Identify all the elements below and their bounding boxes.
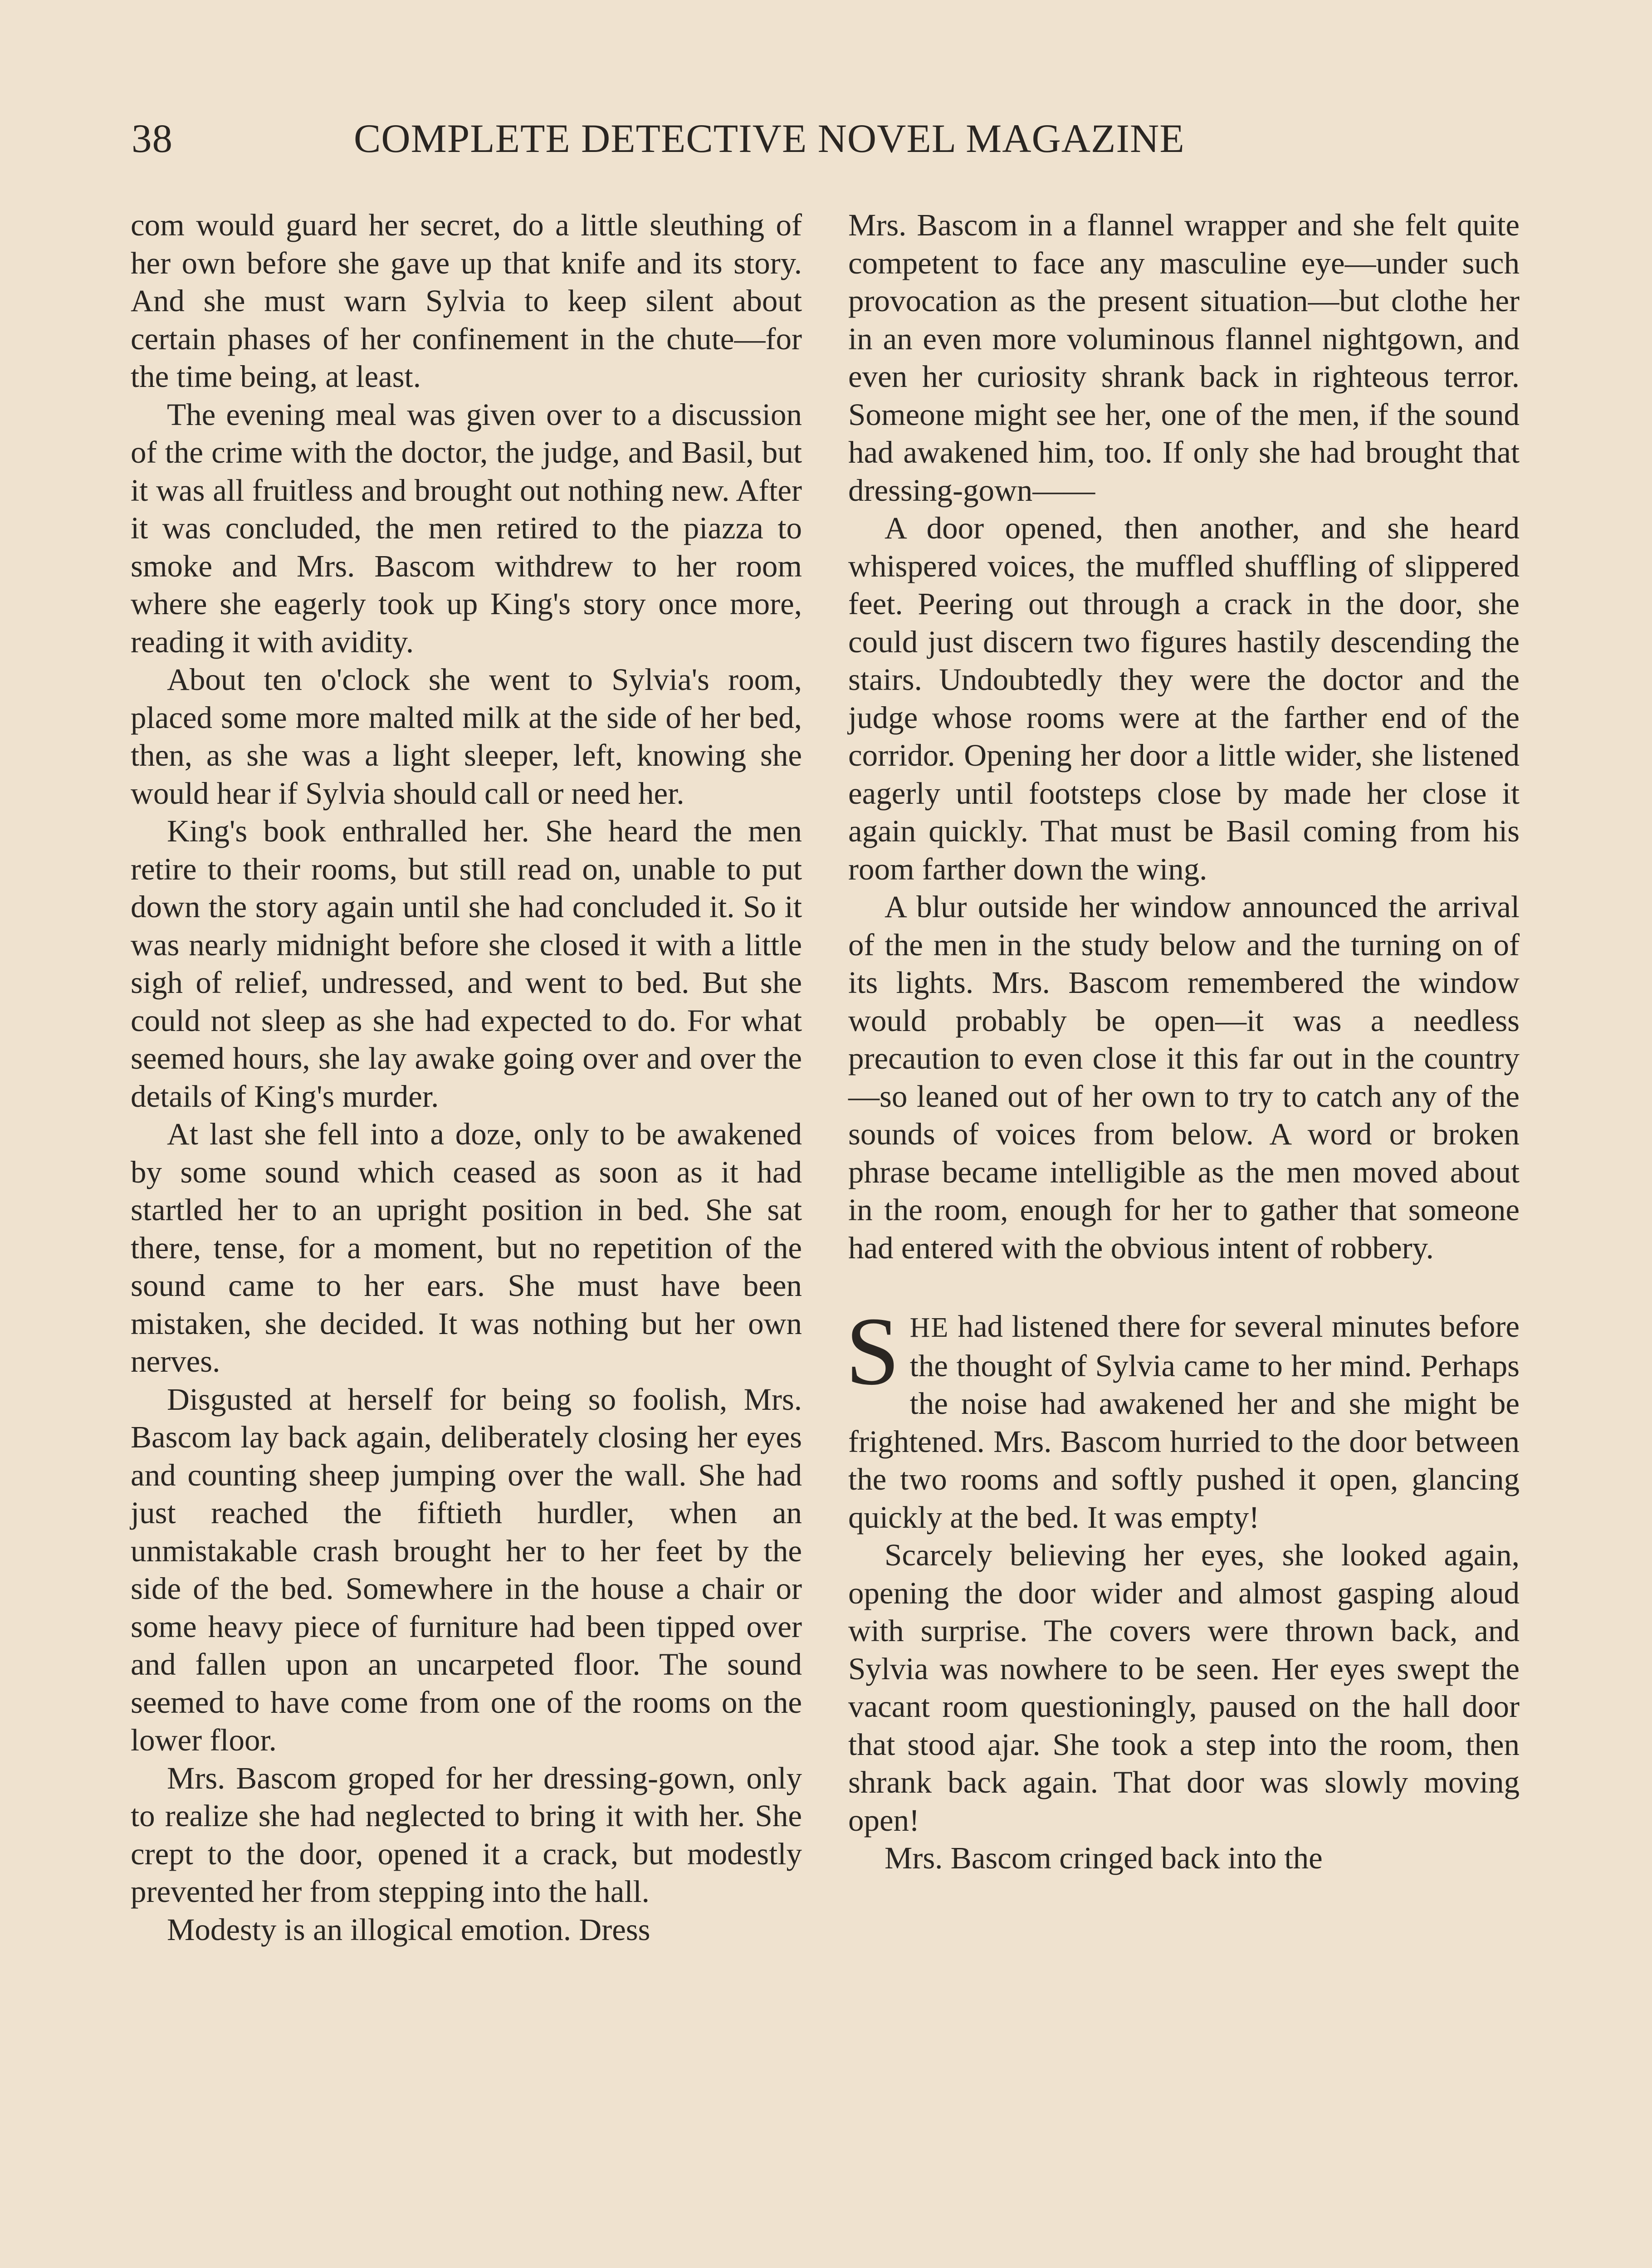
running-title: COMPLETE DETECTIVE NOVEL MAGAZINE xyxy=(354,117,1185,161)
paragraph: The evening meal was given over to a discussion of the crime with the doctor, the judge, and Basil, but it was all fruitless and brought out nothing new. After it was concluded, the men retired to the piazza to smoke and Mrs. Bascom withdrew to her room where she eagerly took up King's story once more, reading it with avidity. xyxy=(131,397,802,659)
paragraph: Scarcely believing her eyes, she looked again, opening the door wider and almost gasping aloud with surprise. The covers were thrown back, and Sylvia was nowhere to be seen. Her eyes swept the vacant room questioningly, paused on the hall door that stood ajar. She took a step into the room, then shrank back again. That door was slowly moving open! xyxy=(848,1538,1520,1838)
page-number: 38 xyxy=(132,117,173,161)
paragraph: Mrs. Bascom groped for her dressing-gown, only to realize she had neglected to bring it with her. She crept to the door, opened it a crack, but modestly prevented her from stepping into the hall. xyxy=(131,1760,802,1909)
paragraph: Mrs. Bascom in a flannel wrapper and she felt quite competent to face any masculine eye—under such provocation as the present situation—but clothe her in an even more voluminous flannel nightgown, and even her curiosity shrank back in righteous terror. Someone might see her, one of the men, if the sound had awakened him, too. If only she had brought that dressing-gown—— xyxy=(848,208,1520,508)
paragraph: com would guard her secret, do a little sleuthing of her own before she gave up that knife and its story. And she must warn Sylvia to keep silent about certain phases of her confinement in the chute—for the time being, at least. xyxy=(131,208,802,394)
small-caps-lead: HE xyxy=(909,1312,949,1343)
paragraph: A door opened, then another, and she heard whispered voices, the muffled shuffling of slippered feet. Peering out through a crack in the door, she could just discern two figures hastily descending the stairs. Undoubtedly they were the doctor and the judge whose rooms were at the farther end of the corridor. Opening her door a little wider, she listened eagerly until footsteps close by made her close it again quickly. That must be Basil coming from his room farther down the wing. xyxy=(848,511,1520,886)
paragraph: At last she fell into a doze, only to be awakened by some sound which ceased as soon as it had startled her to an upright position in bed. She sat there, tense, for a moment, but no repetition of the sound came to her ears. She must have been mistaken, she decided. It was nothing but her own nerves. xyxy=(131,1117,802,1378)
drop-cap: S xyxy=(846,1297,900,1405)
section-break xyxy=(848,1267,1520,1308)
paragraph: King's book enthralled her. She heard the men retire to their rooms, but still read on, unable to put down the story again until she had concluded it. So it was nearly midnight before she closed it with a little sigh of relief, undressed, and went to bed. But she could not sleep as she had expected to do. For what seemed hours, she lay awake going over and over the details of King's murder. xyxy=(131,814,802,1114)
right-column xyxy=(848,206,1520,1877)
page-header xyxy=(132,116,1293,170)
paragraph: A blur outside her window announced the arrival of the men in the study below and the turning on of its lights. Mrs. Bascom remembered the window would probably be open—it was a needless precaution to even close it this far out in the country—so leaned out of her own to try to catch any of the sounds of voices from below. A word or broken phrase became intelligible as the men moved about in the room, enough for her to gather that someone had entered with the obvious intent of robbery. xyxy=(848,890,1520,1265)
section-opening-paragraph xyxy=(846,1297,1520,1536)
paragraph: Mrs. Bascom cringed back into the xyxy=(885,1841,1323,1875)
section-opening-text: had listened there for several minutes before the thought of Sylvia came to her mind. Perhaps the noise had awakened her and she might be frightened. Mrs. Bascom hurried to the door between the two rooms and softly pushed it open, glancing quickly at the bed. It was empty! xyxy=(848,1309,1520,1535)
paragraph: Modesty is an illogical emotion. Dress xyxy=(167,1912,650,1947)
paragraph: Disgusted at herself for being so foolish, Mrs. Bascom lay back again, deliberately closing her eyes and counting sheep jumping over the wall. She had just reached the fiftieth hurdler, when an unmistakable crash brought her to her feet by the side of the bed. Somewhere in the house a chair or some heavy piece of furniture had been tipped over and fallen upon an uncarpeted floor. The sound seemed to have come from one of the rooms on the lower floor. xyxy=(131,1382,802,1757)
paragraph: About ten o'clock she went to Sylvia's room, placed some more malted milk at the side of her bed, then, as she was a light sleeper, left, knowing she would hear if Sylvia should call or need her. xyxy=(131,662,802,811)
left-column xyxy=(131,206,802,1949)
